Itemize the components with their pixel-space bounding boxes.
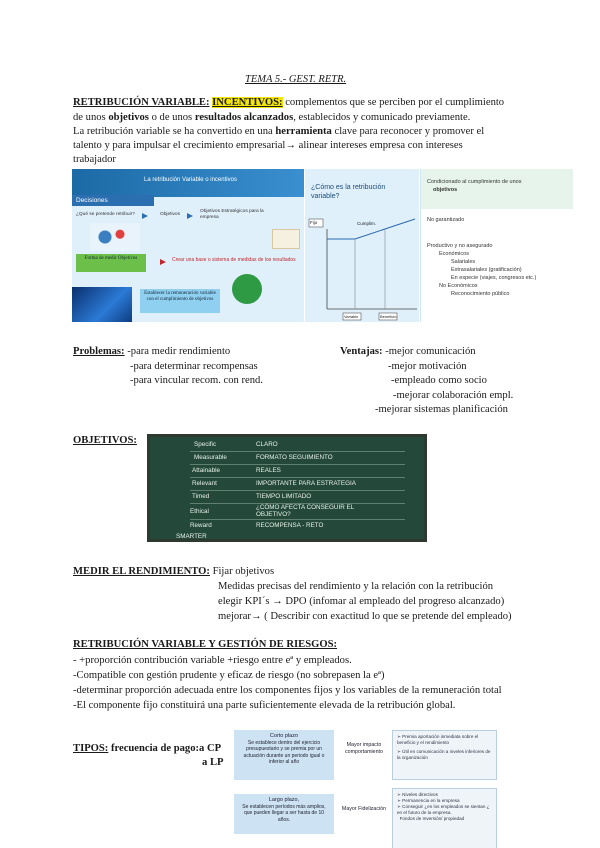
tipos-text: frecuencia de pago:a CP (108, 743, 222, 754)
board-divider (190, 490, 405, 491)
smarter-blackboard (147, 434, 427, 542)
board-key: Attainable (192, 467, 221, 474)
que-retribuir: ¿Qué se pretende retribuir? (76, 212, 135, 217)
cp-text: Se establece dentro del ejercicio presupuestario y se premia por un actuación durante un periodo igual o inferior al año (243, 739, 325, 766)
slide-retribucion-variable (72, 169, 304, 322)
board-value: ¿CÓMO AFECTA CONSEGUIR EL OBJETIVO? (256, 504, 354, 518)
bullet-productivo: Productivo y no asegurado (427, 243, 493, 249)
problemas-line-1 (73, 345, 230, 359)
lp-title: Largo plazo, (268, 797, 300, 803)
cp-r1: ➢ Premia aportación inmediata sobre el beneficio y el rendimiento (397, 734, 479, 745)
reward-image (232, 274, 262, 304)
bold-herramienta: herramienta (275, 126, 332, 137)
ventaja-1: -mejor comunicación (382, 346, 476, 357)
problema-1: -para medir rendimiento (124, 346, 231, 357)
board-divider (190, 477, 405, 478)
retribucion-line-1 (73, 96, 504, 110)
medir-1: Fijar objetivos (209, 566, 275, 577)
riesgo-3: -determinar proporción adecuada entre los componentes fijos y los variables de la remuneración total (73, 685, 502, 696)
target-darts-image (90, 223, 140, 251)
medir-line-1 (73, 565, 274, 579)
board-divider (190, 464, 405, 465)
bullet-objetivos: objetivos (433, 187, 458, 193)
board-key: Reward (190, 522, 212, 529)
medir-label: MEDIR EL RENDIMIENTO: (73, 566, 210, 577)
riesgo-1: - +proporción contribución variable +riesgo entre eª y empleados. (73, 655, 352, 666)
board-key: Timed (192, 493, 210, 500)
decisiones-label: Decisiones (72, 195, 154, 206)
medir-3: elegir KPI´s → DPO (infomar al empleado del progreso alcanzado) (218, 596, 505, 607)
cp-r2-text: Útil en comunicación a niveles inferiores de la organización (397, 749, 491, 760)
slide-como-es (305, 169, 419, 322)
notes-image (272, 229, 300, 249)
bullet-condicionado: Condicionado al cumplimiento de unos (427, 179, 522, 185)
arrow-icon (160, 259, 166, 265)
extrasalariales: Extrasalariales (gratificación) (451, 267, 522, 273)
reconocimiento: Reconocimiento público (451, 291, 510, 297)
board-value: REALES (256, 467, 281, 474)
slide-caracteristicas (420, 169, 573, 322)
slide-header-band (72, 169, 304, 197)
riesgo-4: -El componente fijo constituirá una parte suficientemente elevada de la retribución global. (73, 700, 456, 711)
board-key: Ethical (190, 508, 209, 515)
cp-r2: ➢ Útil en comunicación a niveles inferiores de la organización (397, 749, 491, 760)
text-fragment: , establecidos y comunicado previamente. (293, 112, 471, 123)
ventaja-2: -mejor motivación (388, 361, 467, 372)
page-title: TEMA 5.- GEST. RETR. (245, 74, 347, 85)
beneficio-label: Beneficio (380, 314, 397, 319)
cp-right-box (392, 730, 497, 780)
bold-resultados: resultados alcanzados (194, 112, 294, 123)
board-value: FORMATO SEGUIMIENTO (256, 454, 333, 461)
text-fragment: clave para reconocer y promover el (331, 126, 485, 137)
retribucion-line-3 (73, 125, 484, 139)
board-key: Measurable (194, 454, 227, 461)
en-especie: En especie (viajes, congresos etc.) (451, 275, 537, 281)
retribucion-text: complementos que se perciben por el cumplimiento (282, 97, 505, 108)
lp-text: Se establecen períodos más amplios, que pueden llegar a ser hasta de 10 años. (242, 803, 326, 823)
tipos-line-1 (73, 742, 221, 756)
no-economicos: No Económicos (439, 283, 478, 289)
ventajas-label: Ventajas: (340, 346, 383, 357)
cumplim-label: Cumplim. (357, 221, 377, 226)
cp-mid: Mayor impacto comportamiento (345, 742, 383, 755)
lp-right-box (392, 788, 497, 848)
bullet-no-garantizado: No garantizado (427, 217, 465, 223)
largo-plazo-box (234, 794, 334, 834)
lp-r1: ➢ Niveles directivos (397, 792, 438, 797)
cp-title: Corto plazo (269, 733, 299, 739)
lp-r1-text: Niveles directivos (402, 792, 438, 797)
lp-mid: Mayor Fidelización (341, 806, 387, 812)
establecer-box: Establecer la remuneración variable con el cumplimiento de objetivos (140, 289, 220, 313)
lp-r4 (397, 816, 492, 822)
crear-base-text: Crear una base o sistema de medidas de los resultados (172, 257, 296, 263)
bold-objetivos: objetivos (108, 112, 149, 123)
arrow-icon (142, 213, 148, 219)
lp-r3-text: Conseguir ¿en los empleados se sientan ¿ en el futuro de la empresa. (397, 804, 490, 815)
ventaja-4: -mejorar colaboración empl. (393, 390, 514, 401)
board-value: CLARO (256, 441, 278, 448)
riesgos-label: RETRIBUCIÓN VARIABLE Y GESTIÓN DE RIESGOS: (73, 639, 338, 650)
board-key: Specific (194, 441, 217, 448)
smarter-label: SMARTER (176, 533, 207, 540)
slide-title: La retribución Variable o incentivos (144, 177, 237, 183)
lp-r4-text: Fondos de Inversión/ propiedad (399, 816, 465, 821)
medir-2: Medidas precisas del rendimiento y la relación con la retribución (218, 581, 494, 592)
board-value: IMPORTANTE PARA ESTRATEGIA (256, 480, 356, 487)
objetivos-label: OBJETIVOS: (73, 435, 137, 446)
text-fragment: o de unos (148, 112, 195, 123)
board-value: RECOMPENSA - RETO (256, 522, 324, 529)
riesgo-2: -Compatible con gestión prudente y eficaz de riesgo (no sobrepasen la eª) (73, 670, 385, 681)
economicos: Económicos (439, 251, 469, 257)
salariales: Salariales (451, 259, 476, 265)
ventajas-line-1 (340, 345, 476, 359)
corto-plazo-box (234, 730, 334, 780)
problema-2: -para determinar recompensas (130, 361, 258, 372)
incentivos-heading: INCENTIVOS: (212, 97, 283, 108)
como-es-question: ¿Cómo es la retribución variable? (311, 184, 386, 200)
fijo-label: Fijo (310, 220, 318, 225)
ventaja-5: -mejorar sistemas planificación (375, 404, 508, 415)
problemas-label: Problemas: (73, 346, 125, 357)
tipos-lp: a LP (202, 757, 224, 768)
tech-image (72, 287, 132, 322)
board-value: TIEMPO LIMITADO (256, 493, 312, 500)
retribucion-heading: RETRIBUCIÓN VARIABLE: (73, 97, 210, 108)
tipos-label: TIPOS: (73, 743, 109, 754)
text-fragment: de unos (73, 112, 109, 123)
ventaja-3: -empleado como socio (391, 375, 487, 386)
cp-r1-text: Premia aportación inmediata sobre el beneficio y el rendimiento (397, 734, 479, 745)
variable-label: Variable (344, 314, 359, 319)
text-fragment: La retribución variable se ha convertido en una (73, 126, 276, 137)
lp-r2: ➢ Permanencia en la empresa (397, 798, 460, 803)
problema-3: -para vincular recom. con rend. (130, 375, 263, 386)
objetivos-estrategicos: Objetivos Estratégicos para la empresa (200, 209, 264, 220)
board-key: Relevant (192, 480, 217, 487)
retribucion-line-4: talento y para impulsar el crecimiento empresarial→ alinear intereses empresa con intereses (73, 140, 463, 151)
forma-medir-box: Forma de medir Objetivos (76, 254, 146, 272)
lp-r2-text: Permanencia en la empresa (402, 798, 460, 803)
retribucion-line-2 (73, 111, 470, 125)
board-divider (190, 451, 405, 452)
medir-4: mejorar→ ( Describir con exactitud lo que se pretende del empleado) (218, 611, 512, 622)
objetivos-label: Objetivos (160, 212, 180, 217)
arrow-icon (187, 213, 193, 219)
lp-r3: ➢ Conseguir ¿en los empleados se sientan ¿ en el futuro de la empresa. (397, 804, 490, 815)
tipos-diagram (232, 730, 572, 848)
board-divider (190, 519, 405, 520)
retribucion-line-5: trabajador (73, 154, 116, 165)
